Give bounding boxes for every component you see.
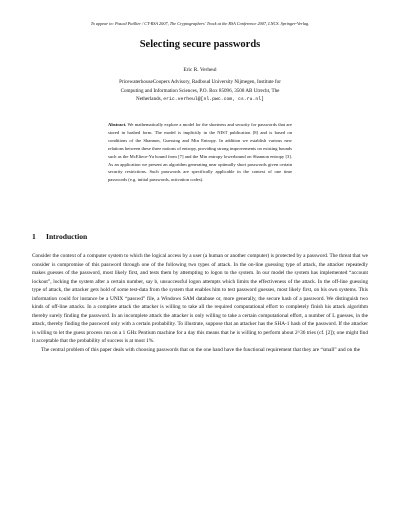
paper-title: Selecting secure passwords (139, 39, 261, 50)
section-body (32, 252, 368, 355)
body-paragraph-1: Consider the context of a computer system to which the logical access by a user (a human or another computer) is protected by a password. The threat that we consider is compromise of this password through one of the following two types of attack. In the on-line guessing type of attack, the attacker repeatedly makes guesses of the password, most likely first, and tests them by attempting to logon to the system. In our model the system has implemented “account lockout”, locking the system after a certain number, say b, unsuccessful logon attempts which limits the effectiveness of the attack. In the off-line guessing type of attack, the attacker gets hold of some test-data from the system that enables him to test password guesses, most likely first, on his own systems. This information could for instance be a UNIX “passwd” file, a Windows SAM database or, more generally, the secure hash of a password. We distinguish two kinds of off-line attacks. In a complete attack the attacker is willing to take all the required computational effort to completely finish his attack algorithm thereby surely finding the password. In an incomplete attack the attacker is only willing to take a certain computational effort, a number of L guesses, in the attack, thereby finding the password only with a certain probability. To illustrate, suppose that an attacker has the SHA-1 hash of the password. If the attacker is willing to let the guess process run on a 1 GHz Pentium machine for a day this means that he is willing to perform about 2^36 tries (cf. [2]); one might find it acceptable that the probability of success is at most 1%. (32, 253, 368, 345)
body-paragraph-2: The central problem of this paper deals with choosing passwords that on the one hand have the functional requirement that they are “small” and on the (41, 347, 361, 354)
affiliation-line-2: Computing and Information Sciences, P.O. Box 85096, 3508 AB Utrecht, The (120, 87, 280, 94)
abstract-text: We mathematically explore a model for the shortness and security for passwords that are stored in hashed form. The model is implicitly in the NIST publication [8] and is based on conditions of the Shannon, Guessing and Min Entropy. In addition we establish various new relations between these three notions of entropy, providing strong improvements on existing bounds such as the McEliece-Yu bound from [7] and the Min entropy lowerbound on Shannon entropy [3]. As an application we present an algorithm generating near optimally short passwords given certain security restrictions. Such passwords are specifically applicable in the context of one time passwords (e.g. initial passwords, activation codes). (108, 122, 292, 183)
section-number: 1 (32, 232, 36, 241)
section-heading (32, 232, 372, 241)
abstract-label: Abstract. (108, 122, 127, 127)
author-name: Eric R. Verheul (183, 67, 217, 73)
author-email: eric.verheul@[nl.pwc.com, cs.ru.nl] (163, 97, 264, 103)
affiliation-country: Netherlands, (136, 96, 162, 103)
affiliation-line-3 (80, 95, 320, 105)
author-affiliation (80, 78, 320, 105)
affiliation-line-1: PricewaterhouseCoopers Advisory, Radboud University Nijmegen, Institute for (119, 79, 281, 85)
abstract (108, 121, 292, 184)
running-head: To appear in: Pascal Paillier / CT-RSA 2007, The Cryptographers' Track at the RSA Conference 2007, LNCS. Springer-Verlag. (90, 21, 310, 26)
section-title: Introduction (46, 232, 88, 241)
